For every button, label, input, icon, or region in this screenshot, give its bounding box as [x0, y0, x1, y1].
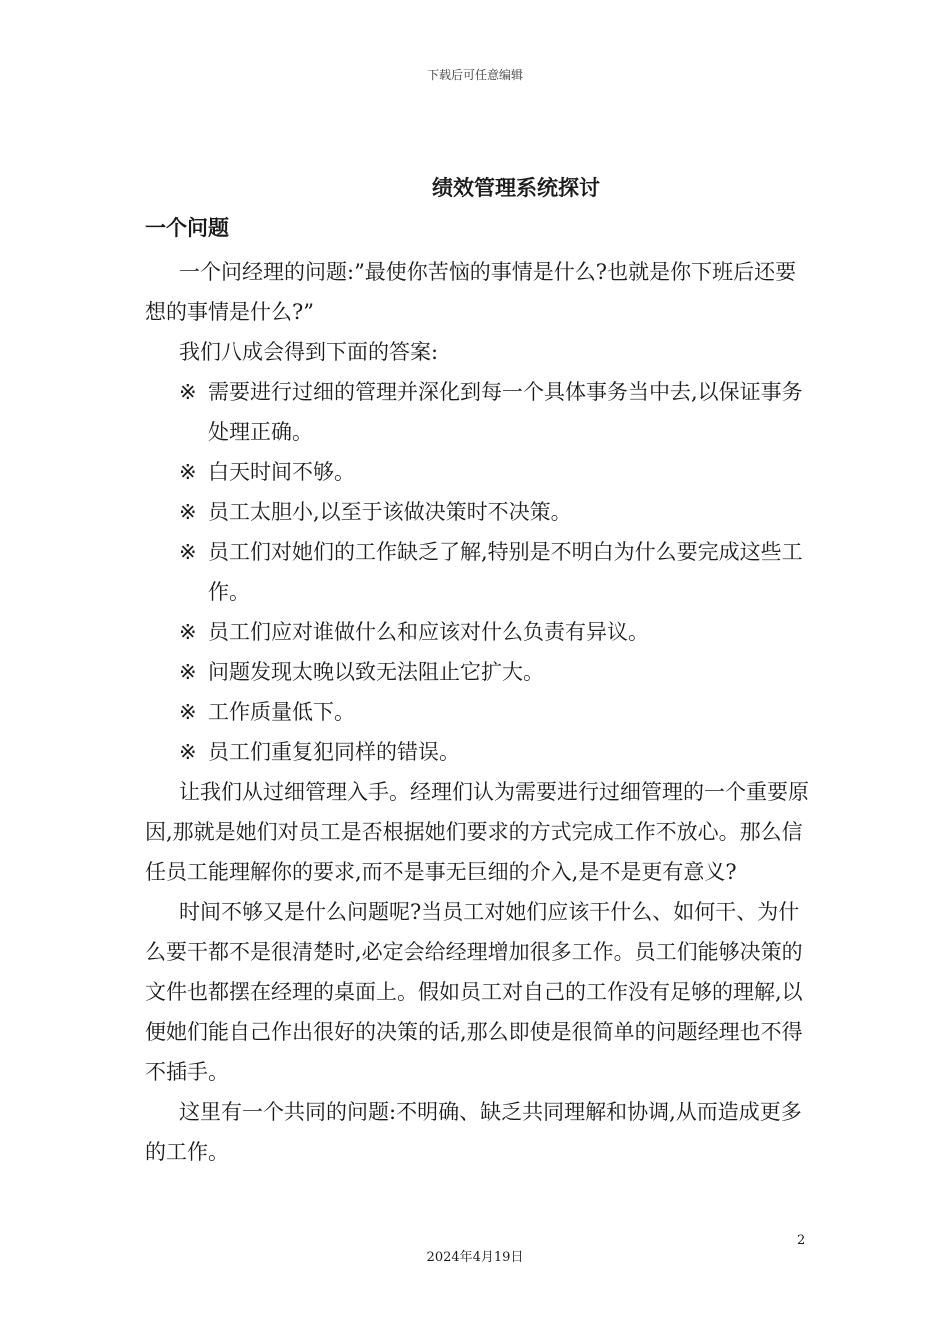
list-item — [145, 732, 815, 772]
list-item-text: 员工们重复犯同样的错误。 — [208, 740, 460, 764]
list-item — [145, 452, 815, 492]
list-item-text: 白天时间不够。 — [208, 460, 355, 484]
bullet-mark: ※ — [179, 620, 197, 644]
body-paragraph: 这里有一个共同的问题:不明确、缺乏共同理解和协调,从而造成更多的工作。 — [145, 1100, 802, 1164]
page-number: 2 — [797, 1233, 806, 1248]
bullet-mark: ※ — [179, 500, 197, 524]
list-item — [145, 532, 815, 612]
list-item-text: 员工们应对谁做什么和应该对什么负责有异议。 — [208, 620, 649, 644]
body-paragraph: 时间不够又是什么问题呢?当员工对她们应该干什么、如何干、为什么要干都不是很清楚时,必定会给经理增加很多工作。员工们能够决策的文件也都摆在经理的桌面上。假如员工对自己的工作没有足够的理解,以便她们能自己作出很好的决策的话,那么即使是很简单的问题经理也不得不插手。 — [145, 900, 803, 1084]
bullet-mark: ※ — [179, 380, 197, 404]
list-item-text: 问题发现太晚以致无法阻止它扩大。 — [208, 660, 544, 684]
section-heading: 一个问题 — [145, 216, 229, 240]
list-item-text: 员工们对她们的工作缺乏了解,特别是不明白为什么要完成这些工作。 — [208, 540, 803, 604]
intro-paragraph: 一个问经理的问题:”最使你苦恼的事情是什么?也就是你下班后还要想的事情是什么?” — [145, 260, 797, 324]
document-body — [145, 252, 815, 1172]
list-item-text: 需要进行过细的管理并深化到每一个具体事务当中去,以保证事务处理正确。 — [208, 380, 803, 444]
list-item — [145, 652, 815, 692]
body-paragraph: 让我们从过细管理入手。经理们认为需要进行过细管理的一个重要原因,那就是她们对员工是否根据她们要求的方式完成工作不放心。那么信任员工能理解你的要求,而不是事无巨细的介入,是不是更有意义? — [145, 780, 809, 884]
bullet-mark: ※ — [179, 540, 197, 564]
list-item-text: 员工太胆小,以至于该做决策时不决策。 — [208, 500, 572, 524]
footer-date: 2024年4月19日 — [426, 1250, 524, 1265]
bullet-mark: ※ — [179, 700, 197, 724]
list-item-text: 工作质量低下。 — [208, 700, 355, 724]
list-item — [145, 372, 815, 452]
list-item — [145, 612, 815, 652]
list-item — [145, 492, 815, 532]
answers-lead: 我们八成会得到下面的答案: — [179, 340, 439, 364]
bullet-mark: ※ — [179, 460, 197, 484]
bullet-mark: ※ — [179, 660, 197, 684]
document-title: 绩效管理系统探讨 — [432, 176, 600, 200]
header-note: 下载后可任意编辑 — [426, 68, 523, 82]
answer-list — [145, 372, 815, 772]
list-item — [145, 692, 815, 732]
bullet-mark: ※ — [179, 740, 197, 764]
